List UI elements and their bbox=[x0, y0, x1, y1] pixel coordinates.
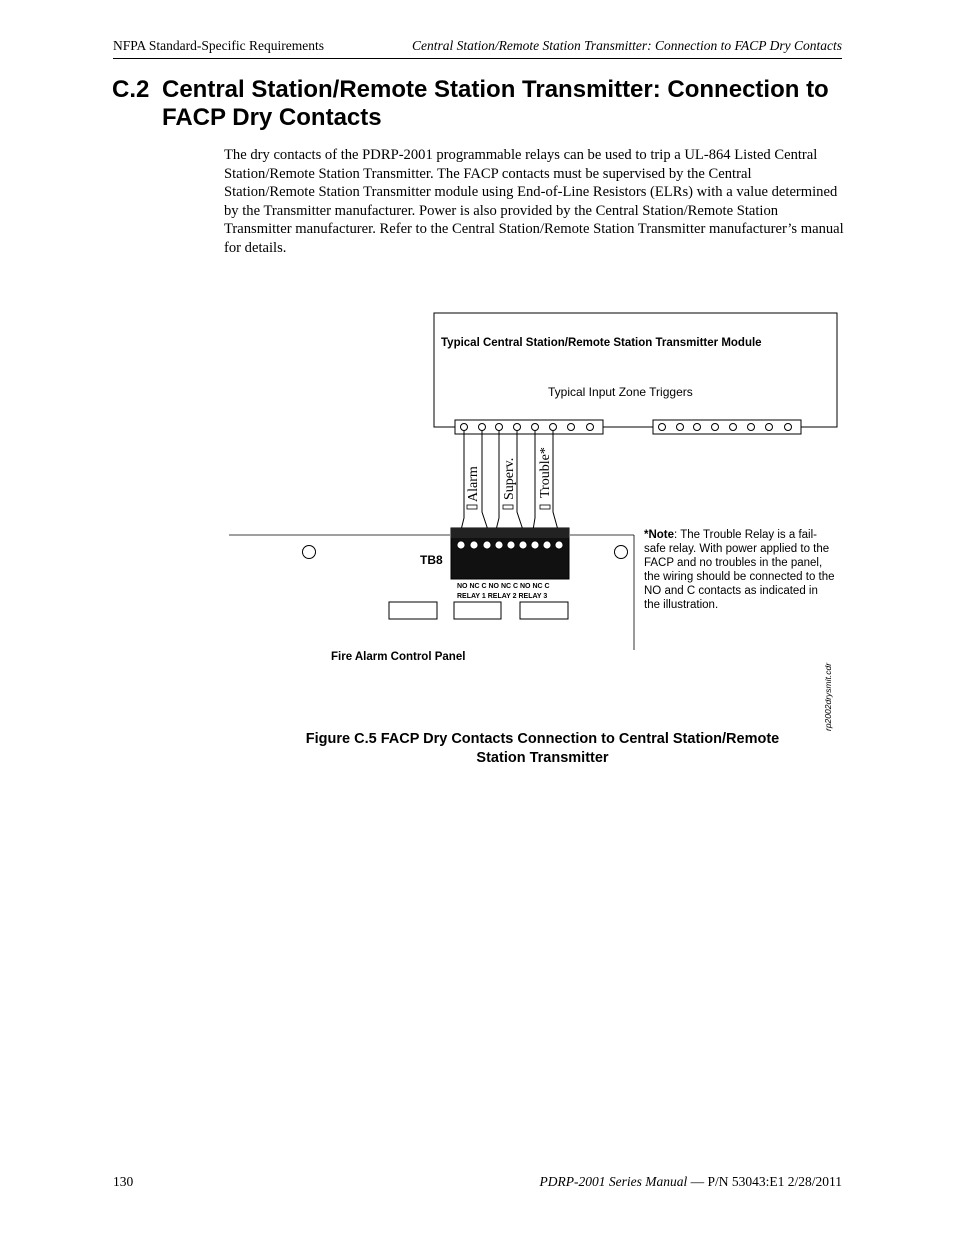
figure-caption bbox=[270, 730, 815, 768]
transmitter-module-box bbox=[434, 313, 837, 427]
figure-caption-line2: Station Transmitter bbox=[476, 750, 609, 766]
section-number: C.2 bbox=[112, 76, 150, 103]
contact-labels: NO NC C NO NC C NO NC C bbox=[457, 583, 550, 590]
tb8-label: TB8 bbox=[420, 553, 443, 567]
terminal-strip-left bbox=[455, 420, 603, 434]
wire-label-superv: Superv. bbox=[502, 457, 517, 500]
wire-label-alarm: Alarm bbox=[466, 466, 481, 502]
panel-mount-hole-right bbox=[615, 546, 628, 559]
module-title: Typical Central Station/Remote Station Transmitter Module bbox=[441, 337, 762, 349]
note-label: *Note bbox=[644, 529, 675, 541]
wire-label-trouble: Trouble* bbox=[538, 447, 553, 498]
page-number: 130 bbox=[113, 1174, 134, 1189]
figure-caption-line1: Figure C.5 FACP Dry Contacts Connection to Central Station/Remote bbox=[305, 731, 780, 747]
relay-labels: RELAY 1 RELAY 2 RELAY 3 bbox=[457, 593, 548, 600]
tb8-terminal-block bbox=[451, 528, 569, 579]
running-header-right: Central Station/Remote Station Transmitter: Connection to FACP Dry Contacts bbox=[412, 38, 842, 53]
trouble-relay-note bbox=[644, 528, 836, 612]
panel-mount-hole-left bbox=[303, 546, 316, 559]
component-box-3 bbox=[520, 602, 568, 619]
elr-resistors bbox=[467, 505, 550, 509]
section-title: Central Station/Remote Station Transmitter: Connection to FACP Dry Contacts bbox=[162, 76, 829, 131]
terminal-strip-right bbox=[653, 420, 801, 434]
footer-part-number: P/N 53043:E1 2/28/2011 bbox=[707, 1174, 842, 1189]
footer-separator: — bbox=[687, 1174, 708, 1189]
body-paragraph: The dry contacts of the PDRP-2001 programmable relays can be used to trip a UL-864 Listed Central Station/Remote Station Transmitter. The FACP contacts must be supervised by the Central Station/Remote Station Transmitter module using End-of-Line Resistors (ELRs) with a value determined by the Transmitter manufacturer. Power is also provided by the Central Station/Remote Station Transmitter manufacturer. Refer to the Central Station/Remote Station Transmitter manufacturer’s manual for details. bbox=[224, 147, 844, 256]
zone-triggers-label: Typical Input Zone Triggers bbox=[548, 385, 693, 399]
component-box-1 bbox=[389, 602, 437, 619]
footer-manual-title: PDRP-2001 Series Manual bbox=[539, 1174, 688, 1189]
component-box-2 bbox=[454, 602, 501, 619]
drawing-file-name: rp2002drysmit.cdr bbox=[823, 662, 833, 731]
running-header-left: NFPA Standard-Specific Requirements bbox=[113, 38, 324, 53]
panel-label: Fire Alarm Control Panel bbox=[331, 651, 466, 663]
footer-manual-info bbox=[540, 1174, 843, 1190]
note-text: : The Trouble Relay is a fail-safe relay. With power applied to the FACP and no troubles in the panel, the wiring should be connected to the NO and C contacts as indicated in the illustration. bbox=[644, 529, 835, 611]
